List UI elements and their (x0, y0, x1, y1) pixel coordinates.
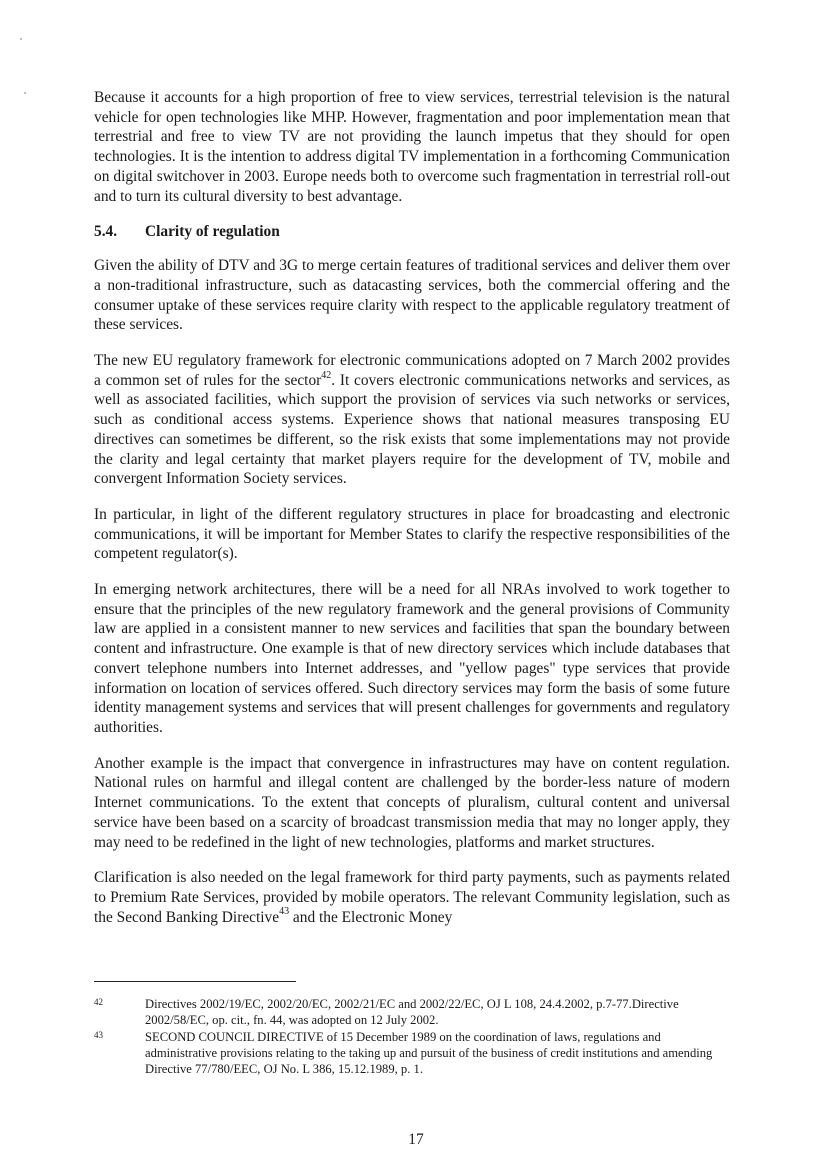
footnote-ref-43[interactable]: 43 (279, 906, 290, 918)
footnote-43 (94, 1029, 730, 1078)
paragraph-text: The new EU regulatory framework for electronic communications adopted on 7 March 2002 provides a common set of rules for the sector (94, 352, 730, 389)
paragraph-terrestrial: Because it accounts for a high proportion of free to view services, terrestrial television is the natural vehicle for open technologies like MHP. However, fragmentation and poor implementation mean that terrestrial and free to view TV are not providing the launch impetus that they should for open technologies. It is the intention to address digital TV implementation in a forthcoming Communication on digital switchover in 2003. Europe needs both to overcome such fragmentation in terrestrial roll-out and to turn its cultural diversity to best advantage. (94, 89, 730, 205)
paragraph-emerging-architectures: In emerging network architectures, there will be a need for all NRAs involved to work together to ensure that the principles of the new regulatory framework and the general provisions of Community law are applied in a consistent manner to new services and facilities that span the boundary between content and infrastructure. One example is that of new directory services which include databases that convert telephone numbers into Internet addresses, and "yellow pages" type services that provide information on location of services offered. Such directory services may form the basis of some future identity management systems and services that will present challenges for governments and regulatory authorities. (94, 581, 730, 736)
paragraph-clarification (94, 868, 730, 927)
document-body (94, 88, 730, 927)
section-title: Clarity of regulation (145, 223, 280, 241)
paragraph-another-example: Another example is the impact that convergence in infrastructures may have on content regulation. National rules on harmful and illegal content are challenged by the border-less nature of modern Internet communications. To the extent that concepts of pluralism, cultural content and universal service have been based on a scarcity of broadcast transmission media that may no longer apply, they may need to be redefined in the light of new technologies, platforms and market structures. (94, 754, 730, 851)
paragraph-regulatory-framework (94, 351, 730, 489)
footnote-42 (94, 996, 730, 1029)
footnotes (94, 996, 730, 1077)
paragraph-text: Clarification is also needed on the legal framework for third party payments, such as payments related to Premium Rate Services, provided by mobile operators. The relevant Community legislation, such as the Second Banking Directive (94, 869, 730, 926)
scan-speck (24, 92, 26, 94)
footnote-number: 43 (94, 1029, 103, 1040)
paragraph-dtv-3g: Given the ability of DTV and 3G to merge certain features of traditional services and deliver them over a non-traditional infrastructure, such as datacasting services, both the commercial offering and the consumer uptake of these services require clarity with respect to the applicable regulatory treatment of these services. (94, 257, 730, 334)
footnote-text: SECOND COUNCIL DIRECTIVE of 15 December 1989 on the coordination of laws, regulations and administrative provisions relating to the taking up and pursuit of the business of credit institutions and amending Directive 77/780/EEC, OJ No. L 386, 15.12.1989, p. 1. (145, 1029, 713, 1077)
section-heading (94, 222, 730, 242)
paragraph-text: and the Electronic Money (289, 908, 453, 926)
scan-speck (20, 38, 22, 40)
paragraph-in-particular: In particular, in light of the different regulatory structures in place for broadcasting and electronic communications, it will be important for Member States to clarify the respective responsibilities of the competent regulator(s). (94, 505, 730, 563)
page-number: 17 (408, 1131, 424, 1148)
footnote-number: 42 (94, 997, 103, 1007)
footnote-text: Directives 2002/19/EC, 2002/20/EC, 2002/21/EC and 2002/22/EC, OJ L 108, 24.4.2002, p.7-77.Directive 2002/58/EC, op. cit., fn. 44, was adopted on 12 July 2002. (145, 997, 679, 1028)
footnote-ref-42[interactable]: 42 (321, 369, 332, 381)
section-number: 5.4. (94, 223, 118, 241)
footnote-divider (94, 981, 296, 982)
paragraph-text: . It covers electronic communications networks and services, as well as associated facilities, which support the provision of services via such networks or services, such as conditional access systems. Experience shows that national measures transposing EU directives can sometimes be different, so the risk exists that some implementations may not provide the clarity and legal certainty that market players require for the development of TV, mobile and convergent Information Society services. (94, 371, 730, 488)
